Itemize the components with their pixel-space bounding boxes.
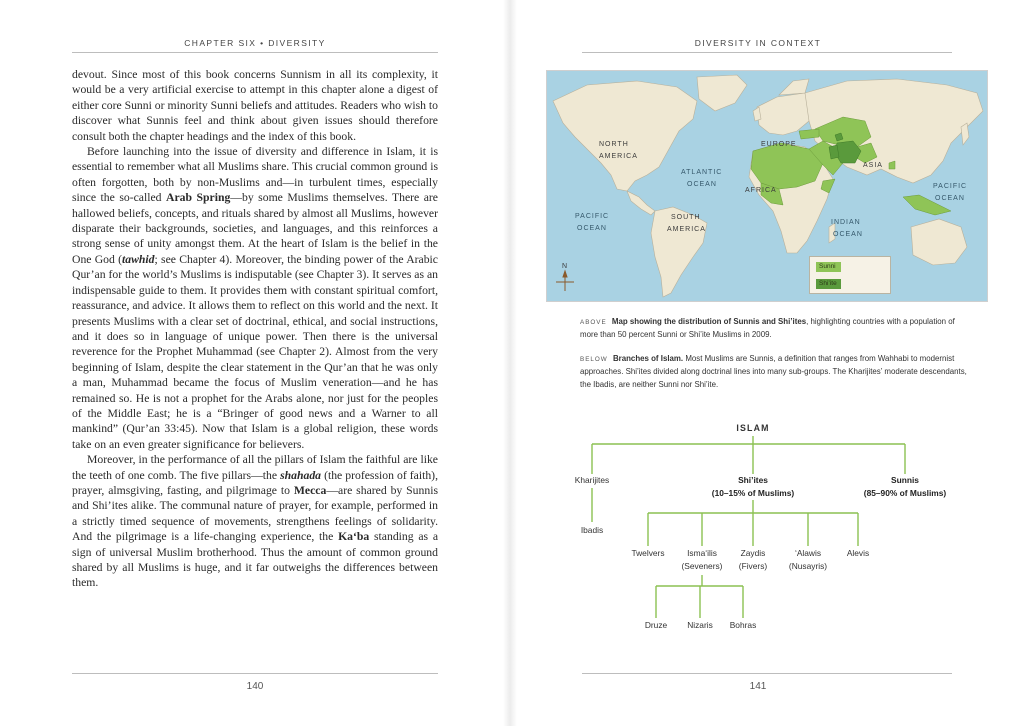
keyword-arab-spring: Arab Spring [166, 191, 231, 205]
footer-rule [582, 673, 952, 674]
keyword-kaba: Ka‘ba [338, 530, 370, 544]
svg-text:OCEAN: OCEAN [577, 225, 607, 232]
svg-text:AMERICA: AMERICA [599, 153, 638, 160]
tree-node-twelvers: Twelvers [631, 548, 665, 558]
svg-text:EUROPE: EUROPE [761, 141, 797, 148]
svg-text:PACIFIC: PACIFIC [933, 183, 968, 190]
svg-text:ATLANTIC: ATLANTIC [681, 169, 723, 176]
svg-text:OCEAN: OCEAN [935, 195, 965, 202]
page-number-left: 140 [246, 681, 264, 692]
svg-text:OCEAN: OCEAN [833, 231, 863, 238]
tree-node-shiites: Shi’ites (10–15% of Muslims) [711, 475, 795, 498]
tree-node-alevis: Alevis [846, 548, 870, 558]
keyword-mecca: Mecca [293, 483, 327, 497]
legend-swatch-shiite: Shi’ite [816, 279, 841, 289]
running-head-left: CHAPTER SIX • DIVERSITY [184, 38, 326, 48]
svg-text:SOUTH: SOUTH [671, 214, 701, 221]
svg-text:AMERICA: AMERICA [667, 226, 706, 233]
tree-node-ismailis: Isma‘ilis (Seveners) [681, 548, 723, 571]
tree-node-kharijites: Kharijites [574, 475, 610, 485]
tree-node-zaydis: Zaydis (Fivers) [738, 548, 768, 571]
svg-text:NORTH: NORTH [599, 141, 629, 148]
running-head-right: DIVERSITY IN CONTEXT [694, 38, 822, 48]
caption-above: ABOVE Map showing the distribution of Sunnis and Shi’ites, highlighting countries with a population of more than 50 percent Sunni or Shi’ite Muslims in 2009. [580, 317, 955, 340]
svg-text:AFRICA: AFRICA [745, 187, 777, 194]
page-number-right: 141 [749, 681, 767, 692]
legend-swatch-sunni: Sunni [816, 262, 841, 272]
tree-node-nizaris: Nizaris [687, 620, 713, 630]
body-text [72, 67, 438, 591]
svg-text:ASIA: ASIA [863, 162, 883, 169]
caption-tag-above: ABOVE [580, 319, 607, 326]
caption-tag-below: BELOW [580, 356, 608, 363]
svg-text:INDIAN: INDIAN [831, 219, 861, 226]
svg-text:OCEAN: OCEAN [687, 181, 717, 188]
tree-node-bohras: Bohras [729, 620, 757, 630]
term-tawhid: tawhid [122, 252, 155, 266]
paragraph-1: devout. Since most of this book concerns Sunnism in all its complexity, it would be a very artificial exercise to attempt in this chapter alone a digest of either core Sunni or minority Sunni beliefs and attitudes. Readers who wish to discover what Sunnis feel and think about given issues should therefore consult both the chapter headings and the index of this book. [72, 68, 438, 143]
footer-rule [72, 673, 438, 674]
caption-below: BELOW Branches of Islam. Most Muslims are Sunnis, a definition that ranges from Wahhabi to modernist approaches. Shi’ites divided along doctrinal lines into many sub-groups. The Kharijites’ moderate descendants, the Ibadis, are neither Sunni nor Shi’ite. [580, 354, 967, 389]
svg-text:PACIFIC: PACIFIC [575, 213, 610, 220]
svg-text:N: N [562, 263, 569, 270]
right-page [510, 0, 1020, 726]
branches-tree-lines [510, 0, 1020, 726]
tree-node-druze: Druze [644, 620, 668, 630]
paragraph-3: Moreover, in the performance of all the pillars of Islam the faithful are like the teeth of one comb. The five pillars—the shahada (the profession of faith), prayer, almsgiving, fasting, and pilgrimage to Mecca—are shared by Sunnis and Shi’ites alike. The communal nature of prayer, for example, performed in a strictly timed sequence of movements, strengthens feelings of solidarity. And the pilgrimage is a life-changing experience, the Ka‘ba standing as a sign of universal Muslim brotherhood. Thus the amount of common ground shared by all Muslims is huge, and it far outweighs the differences between them. [72, 453, 439, 590]
paragraph-2: Before launching into the issue of diversity and difference in Islam, it is essential to remember what all Muslims share. This crucial common ground is often forgotten, both by non-Muslims and—in turbulent times, especially since the so-called Arab Spring—by some Muslims themselves. There are hallowed beliefs, concepts, and rituals shared by almost all Muslims, however disparate their backgrounds, societies, and languages, and this reinforces a strong sense of unity amongst them. At the heart of Islam is the belief in the One God (tawhid; see Chapter 4). Moreover, the binding power of the Arabic Qur’an for the world’s Muslims is indisputable (see Chapter 3). It serves as an indispensable guide to them. It provides them with constant spiritual comfort, reassurance, and advice. It allows them to reflect on this world and the next. It presents Muslims with a clear set of doctrinal, ethical, and social instructions, and it does so in language of unique power. Then there is the universal reverence for the Prophet Muhammad (see Chapter 2). Almost from the very beginning of Islam, despite the clear statement in the Qur’an that he was only a man, Muhammad became the focus of Muslim veneration—and he has remained so. He is not a prophet for the Arabs alone, nor just for the peoples of the Middle East; he is a “Bringer of good news and a Warner to all mankind” (Qur’an 33:45). Now that Islam is a global religion, these words take on an even greater significance for believers. [72, 145, 438, 451]
header-rule [72, 52, 438, 53]
tree-node-islam: ISLAM [736, 423, 770, 433]
tree-node-ibadis: Ibadis [580, 525, 604, 535]
tree-node-alawis: ‘Alawis (Nusayris) [788, 548, 828, 571]
term-shahada: shahada [280, 468, 322, 482]
tree-node-sunnis: Sunnis (85–90% of Muslims) [863, 475, 947, 498]
